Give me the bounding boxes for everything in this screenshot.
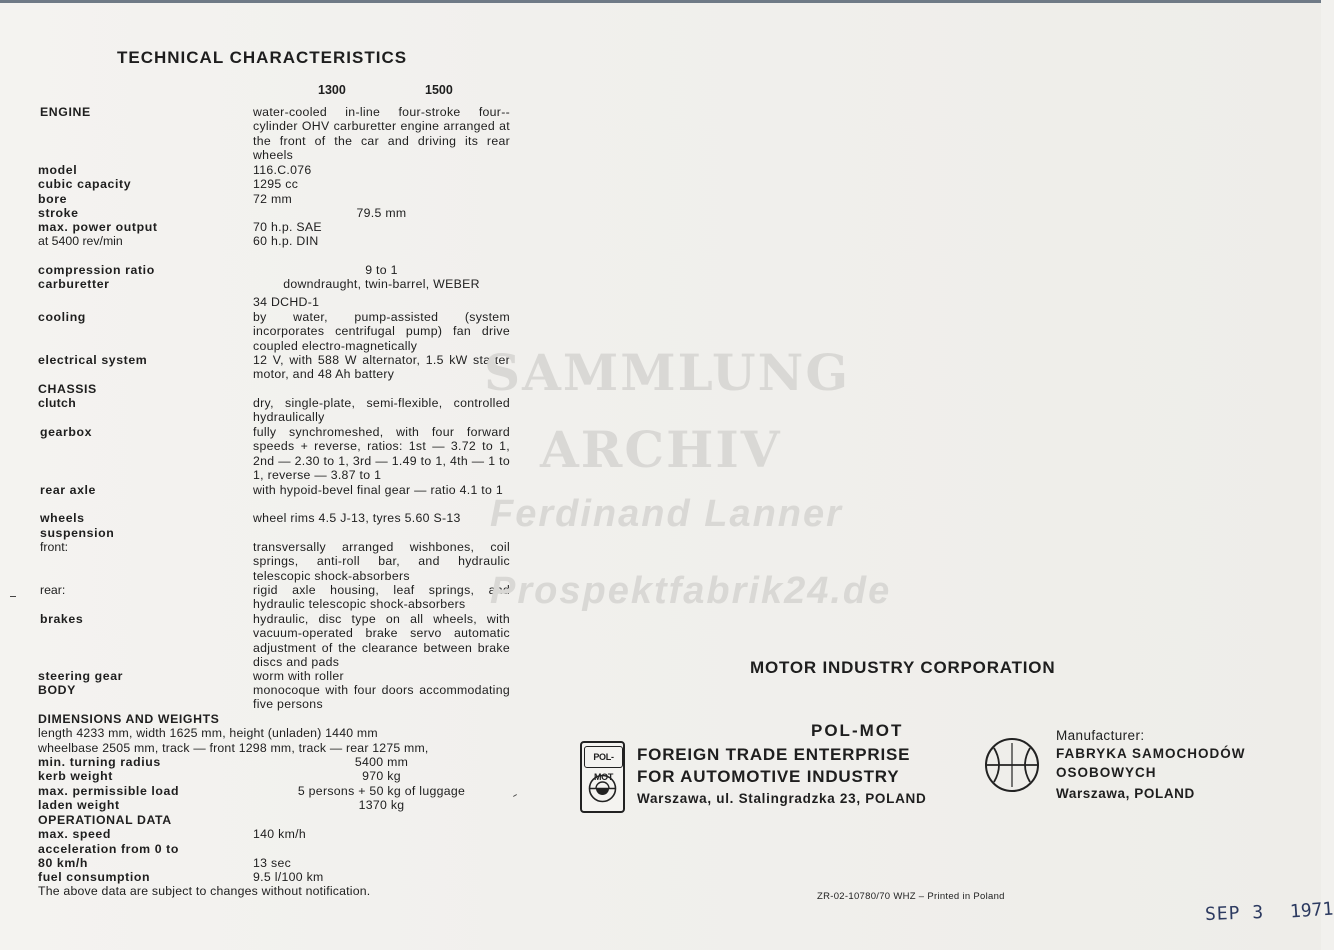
spec-label: 80 km/h: [38, 856, 88, 870]
spec-value: wheel rims 4.5 J-13, tyres 5.60 S-13: [253, 511, 461, 525]
spec-value-1300: 70 h.p. SAE: [253, 220, 322, 234]
polmot-name: POL-MOT: [811, 721, 904, 740]
watermark-line: Prospektfabrik24.de: [490, 570, 892, 612]
engine-description: water-cooled in-line four-stroke four--cylinder OHV carburetter engine arranged at the front of the car and driving its rear wheels: [253, 105, 510, 163]
stray-mark: [10, 596, 16, 597]
spec-label: model: [38, 163, 78, 177]
watermark-line: ARCHIV: [540, 420, 782, 479]
spec-value: transversally arranged wishbones, coil springs, anti-roll bar, and hydraulic telescopic shock-absorbers: [253, 540, 510, 583]
polmot-logo: [580, 741, 625, 813]
spec-label: carburetter: [38, 277, 110, 291]
spec-label: brakes: [40, 612, 84, 626]
spec-value: hydraulic, disc type on all wheels, with vacuum-operated brake servo automatic adjustment of the clearance between brake discs and pads: [253, 612, 510, 670]
spec-label: acceleration from 0 to: [38, 842, 179, 856]
top-edge: [0, 0, 1321, 3]
stray-mark: [513, 794, 517, 797]
spec-value-shared: 5400 mm: [354, 755, 409, 769]
spec-value: rigid axle housing, leaf springs, and hydraulic telescopic shock-absorbers: [253, 583, 510, 612]
spec-label: laden weight: [38, 798, 120, 812]
spec-value-shared: 970 kg: [362, 769, 401, 783]
spec-label: wheels: [40, 511, 85, 525]
spec-label: min. turning radius: [38, 755, 161, 769]
spec-value-1300: 1295 cc: [253, 177, 299, 191]
spec-label: bore: [38, 192, 68, 206]
spec-value-1300: 9.5 l/100 km: [253, 870, 324, 884]
corporation-name: MOTOR INDUSTRY CORPORATION: [750, 658, 1056, 677]
spec-value-1300: 140 km/h: [253, 827, 306, 841]
dimensions-text: wheelbase 2505 mm, track — front 1298 mm, track — rear 1275 mm,: [38, 741, 429, 755]
column-header-1300: 1300: [318, 83, 346, 97]
manufacturer-name-line-2: OSOBOWYCH: [1056, 765, 1157, 780]
section-heading-engine: ENGINE: [40, 105, 91, 119]
manufacturer-address: Warszawa, POLAND: [1056, 786, 1195, 801]
spec-label: max. speed: [38, 827, 111, 841]
spec-value: worm with roller: [253, 669, 344, 683]
spec-value-shared: 79.5 mm: [356, 206, 407, 220]
spec-label: electrical system: [38, 353, 148, 367]
spec-label: front:: [40, 540, 69, 554]
polmot-address: Warszawa, ul. Stalingradzka 23, POLAND: [637, 791, 927, 806]
page-title: TECHNICAL CHARACTERISTICS: [117, 48, 408, 67]
spec-value: monocoque with four doors accommodating five persons: [253, 683, 510, 712]
spec-value-1300: 72 mm: [253, 192, 293, 206]
spec-value: by water, pump-assisted (system incorporates centrifugal pump) fan drive coupled electro-magnetically: [253, 310, 510, 353]
column-header-1500: 1500: [425, 83, 453, 97]
section-heading-operational: OPERATIONAL DATA: [38, 813, 172, 827]
spec-value-shared: 5 persons + 50 kg of luggage: [297, 784, 466, 798]
spec-label: cooling: [38, 310, 86, 324]
spec-value-1300: 13 sec: [253, 856, 292, 870]
spec-label: rear axle: [40, 483, 96, 497]
spec-label: steering gear: [38, 669, 124, 683]
polmot-logo-text: POL-MOT: [584, 746, 623, 768]
spec-label: stroke: [38, 206, 79, 220]
spec-value-1300: 34 DCHD-1: [253, 295, 320, 309]
footnote: The above data are subject to changes without notification.: [38, 884, 371, 898]
watermark-line: SAMMLUNG: [484, 343, 851, 402]
spec-value-shared: 9 to 1: [365, 263, 398, 277]
spec-label: rear:: [40, 583, 66, 597]
dimensions-text: length 4233 mm, width 1625 mm, height (unladen) 1440 mm: [38, 726, 378, 740]
manufacturer-label: Manufacturer:: [1056, 728, 1145, 743]
section-heading-chassis: CHASSIS: [38, 382, 97, 396]
date-stamp: SEP 3: [1204, 901, 1265, 926]
spec-value-shared: downdraught, twin-barrel, WEBER: [283, 277, 480, 291]
manufacturer-name-line-1: FABRYKA SAMOCHODÓW: [1056, 746, 1246, 761]
polmot-enterprise-line-1: FOREIGN TRADE ENTERPRISE: [637, 745, 911, 764]
fso-emblem-icon: [982, 737, 1042, 793]
spec-value-1300: 116.C.076: [253, 163, 312, 177]
spec-value-1300: 60 h.p. DIN: [253, 234, 319, 248]
spec-label: kerb weight: [38, 769, 113, 783]
print-code: ZR-02-10780/70 WHZ – Printed in Poland: [817, 891, 1005, 902]
spec-value: dry, single-plate, semi-flexible, controlled hydraulically: [253, 396, 510, 425]
spec-label: fuel consumption: [38, 870, 151, 884]
spec-label: gearbox: [40, 425, 93, 439]
spec-value: with hypoid-bevel final gear — ratio 4.1 to 1: [253, 483, 504, 497]
spec-label: suspension: [40, 526, 115, 540]
spec-label: max. permissible load: [38, 784, 180, 798]
spec-label: clutch: [38, 396, 77, 410]
spec-label: max. power output: [38, 220, 158, 234]
polmot-enterprise-line-2: FOR AUTOMOTIVE INDUSTRY: [637, 767, 900, 786]
polmot-emblem-icon: [587, 773, 618, 804]
section-heading-body: BODY: [38, 683, 76, 697]
section-heading-dimensions: DIMENSIONS AND WEIGHTS: [38, 712, 220, 726]
spec-label: at 5400 rev/min: [38, 234, 123, 248]
spec-value: fully synchromeshed, with four forward speeds + reverse, ratios: 1st — 3.72 to 1, 2nd — 2.30 to 1, 3rd — 1.49 to 1, 4th — 1 to 1, reverse — 3.87 to 1: [253, 425, 510, 483]
spec-value: 12 V, with 588 W alternator, 1.5 kW starter motor, and 48 Ah battery: [253, 353, 510, 382]
spec-label: cubic capacity: [38, 177, 132, 191]
spec-value-shared: 1370 kg: [358, 798, 405, 812]
spec-label: compression ratio: [38, 263, 155, 277]
date-stamp-year: 1971: [1289, 898, 1334, 923]
watermark-line: Ferdinand Lanner: [490, 493, 843, 535]
